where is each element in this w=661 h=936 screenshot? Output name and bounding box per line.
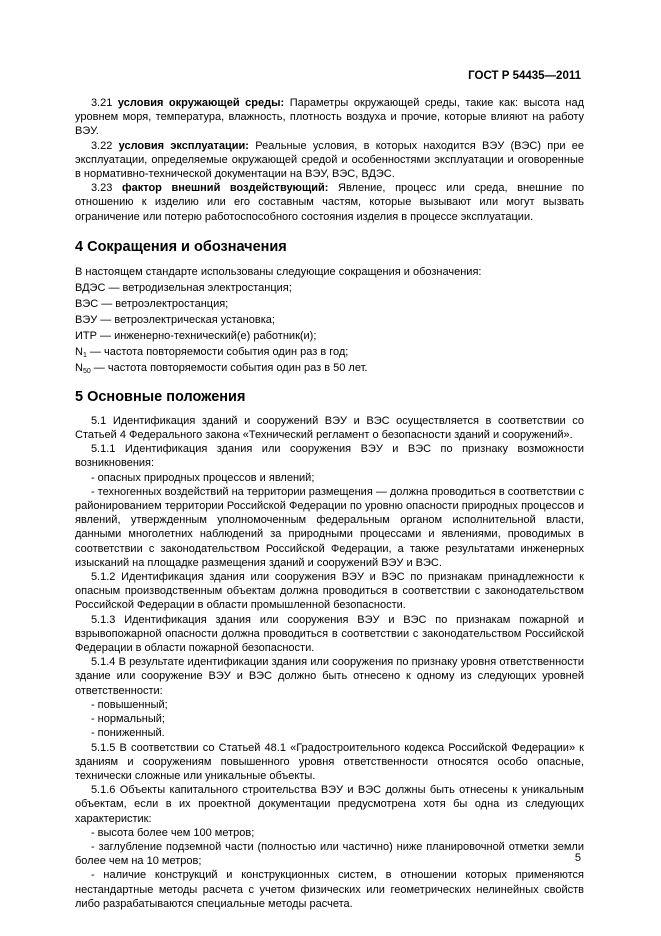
section-5-body (75, 414, 584, 911)
list-item: - высота более чем 100 метров; (90, 826, 255, 839)
list-item: - наличие конструкций и конструкционных систем, в отношении которых применяются нестандартные методы расчета с учетом физических или геометрических нелинейных свойств либо разрабатываются специальные методы расчета. (75, 869, 584, 910)
definition-3-22 (75, 139, 584, 182)
page-content (75, 96, 584, 911)
symbol-subscript: 50 (82, 367, 91, 375)
definition-3-23 (75, 181, 584, 224)
document-header: ГОСТ Р 54435—2011 (468, 70, 581, 82)
definition-3-21 (75, 96, 584, 139)
paragraph: 5.1.5 В соответствии со Статьей 48.1 «Градостроительного кодекса Российской Федерации» к зданиям и сооружениям повышенного уровня ответственности относятся особо опасные, технически сложные или уникальные объекты. (75, 741, 584, 782)
definition-term: условия окружающей среды: (117, 97, 285, 109)
list-item: - заглубление подземной части (полностью или частично) ниже планировочной отметки земли более чем на 10 метров; (75, 840, 584, 868)
symbol-description: — частота повторяемости события один раз в 50 лет. (90, 361, 368, 374)
paragraph: 5.1.1 Идентификация здания или сооружения ВЭУ и ВЭС по признаку возможности возникновения: (75, 443, 584, 470)
paragraph: 5.1.3 Идентификация здания или сооружения ВЭУ и ВЭС по признакам пожарной и взрывопожарной опасности должна проводиться в соответствии с законодательством Российской Федерации в области пожарной безопасности. (75, 613, 584, 655)
symbol: N (75, 361, 83, 374)
abbreviation-item-n50 (75, 360, 584, 376)
definition-number: 3.23 (90, 182, 113, 195)
definition-text: Реальные условия, в которых находится ВЭУ (ВЭС) при ее эксплуатации, определяемые окружающей средой и особенностями эксплуатации и оговоренные в нормативно-технической документации на ВЭУ, ВЭС, ВДЭС. (75, 139, 584, 181)
paragraph: 5.1.4 В результате идентификации здания или сооружения по признаку уровня ответственности здание или сооружение ВЭУ и ВЭС должно быть отнесено к одному из следующих уровней ответственности: (75, 656, 584, 697)
definition-text: Параметры окружающей среды, такие как: высота над уровнем моря, температура, влажность, плотность воздуха и прочие, которые влияют на работу ВЭУ. (75, 97, 585, 138)
paragraph: 5.1 Идентификация зданий и сооружений ВЭУ и ВЭС осуществляется в соответствии со Статьей 4 Федерального закона «Технический регламент о безопасности зданий и сооружений». (75, 414, 584, 442)
symbol-description: — частота повторяемости события один раз в год; (86, 345, 349, 358)
definition-number: 3.22 (90, 139, 113, 152)
abbreviation-item-n1 (75, 344, 584, 360)
paragraph: 5.1.6 Объекты капитального строительства ВЭУ и ВЭС должны быть отнесены к уникальным объектам, если в их проектной документации предусмотрена хотя бы одна из следующих характеристик: (75, 784, 584, 825)
definition-number: 3.21 (90, 97, 113, 109)
list-item: - опасных природных процессов и явлений; (90, 471, 315, 484)
section-5-title: 5 Основные положения (75, 388, 246, 405)
list-item: - нормальный; (90, 713, 165, 726)
abbreviations-list (75, 264, 584, 376)
list-item: - техногенных воздействий на территории размещения — должна проводиться в соответствии с районированием территории Российской Федерации по уровню опасности природных процессов и явлений, утвержденным уполномоченным федеральным органом исполнительной власти, данными многолетних наблюдений за природными процессами и явлениями, проводимых в соответствии с законодательством Российской Федерации, а также результатами инженерных изысканий на площадке размещения зданий и сооружений ВЭУ и ВЭС. (75, 485, 585, 569)
definition-term: условия эксплуатации: (118, 139, 249, 152)
abbreviations-intro: В настоящем стандарте использованы следующие сокращения и обозначения: (75, 265, 482, 278)
list-item: - повышенный; (90, 698, 168, 711)
definition-term: фактор внешний воздействующий: (121, 182, 329, 195)
section-4-title: 4 Сокращения и обозначения (75, 238, 287, 255)
definition-text: Явление, процесс или среда, внешние по отношению к изделию или его составным частям, которые вызывают или могут вызвать ограничение или потерю работоспособного состояния изделия в процессе эксплуатации. (75, 182, 584, 223)
paragraph: 5.1.2 Идентификация здания или сооружения ВЭУ и ВЭС по признакам принадлежности к опасным производственным объектам должна проводиться в соответствии с законодательством Российской Федерации в области промышленной безопасности. (75, 571, 584, 612)
symbol: N (75, 345, 83, 358)
abbreviation-item: ВЭУ — ветроэлектрическая установка; (75, 313, 275, 326)
symbol-subscript: 1 (82, 351, 87, 359)
abbreviation-item: ВДЭС — ветродизельная электростанция; (75, 281, 292, 294)
list-item: - пониженный. (90, 727, 165, 740)
page-number: 5 (574, 852, 581, 864)
abbreviation-item: ВЭС — ветроэлектростанция; (75, 297, 229, 310)
abbreviation-item: ИТР — инженерно-технический(е) работник(и); (75, 329, 317, 342)
